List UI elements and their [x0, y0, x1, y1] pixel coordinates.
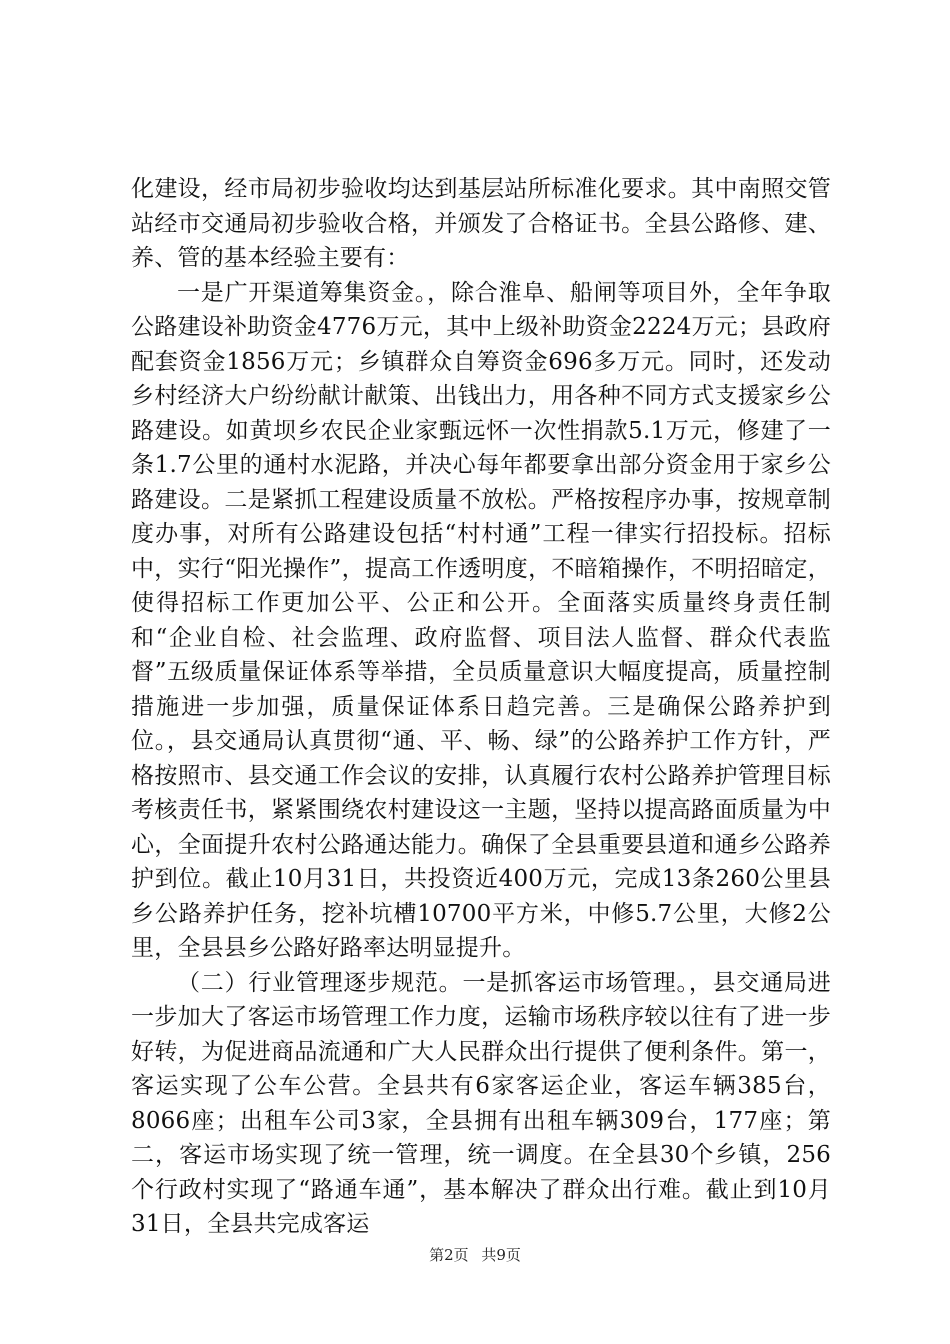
paragraph-funding-quality-maintenance: 一是广开渠道筹集资金。，除合淮阜、船闸等项目外，全年争取公路建设补助资金4776万元，其中上级补助资金2224万元；县政府配套资金1856万元；乡镇群众自筹资金696多万元。同时，还发动乡村经济大户纷纷献计献策、出钱出力，用各种不同方式支援家乡公路建设。如黄坝乡农民企业家甄远怀一次性捐款5.1万元，修建了一条1.7公里的通村水泥路，并决心每年都要拿出部分资金用于家乡公路建设。二是紧抓工程建设质量不放松。严格按程序办事，按规章制度办事，对所有公路建设包括“村村通”工程一律实行招投标。招标中，实行“阳光操作”，提高工作透明度，不暗箱操作，不明招暗定，使得招标工作更加公平、公正和公开。全面落实质量终身责任制和“企业自检、社会监理、政府监督、项目法人监督、群众代表监督”五级质量保证体系等举措，全员质量意识大幅度提高，质量控制措施进一步加强，质量保证体系日趋完善。三是确保公路养护到位。，县交通局认真贯彻“通、平、畅、绿”的公路养护工作方针，严格按照市、县交通工作会议的安排，认真履行农村公路养护管理目标考核责任书，紧紧围绕农村建设这一主题，坚持以提高路面质量为中心，全面提升农村公路通达能力。确保了全县重要县道和通乡公路养护到位。截止10月31日，共投资近400万元，完成13条260公里县乡公路养护任务，挖补坑槽10700平方米，中修5.7公里，大修2公里，全县县乡公路好路率达明显提升。 — [131, 279, 831, 961]
document-body — [131, 172, 831, 1242]
page-number-current: 第2页 — [429, 1246, 469, 1264]
paragraph-industry-management: （二）行业管理逐步规范。一是抓客运市场管理。，县交通局进一步加大了客运市场管理工作力度，运输市场秩序较以往有了进一步好转，为促进商品流通和广大人民群众出行提供了便利条件。第一，客运实现了公车公营。全县共有6家客运企业，客运车辆385台，8066座；出租车公司3家，全县拥有出租车辆309台，177座；第二，客运市场实现了统一管理，统一调度。在全县30个乡镇，256个行政村实现了“路通车通”，基本解决了群众出行难。截止到10月31日，全县共完成客运 — [131, 969, 831, 1237]
page-footer — [0, 1244, 950, 1265]
page-number-total: 共9页 — [481, 1246, 521, 1264]
paragraph-continuation: 化建设，经市局初步验收均达到基层站所标准化要求。其中南照交管站经市交通局初步验收合格，并颁发了合格证书。全县公路修、建、养、管的基本经验主要有： — [131, 176, 831, 271]
